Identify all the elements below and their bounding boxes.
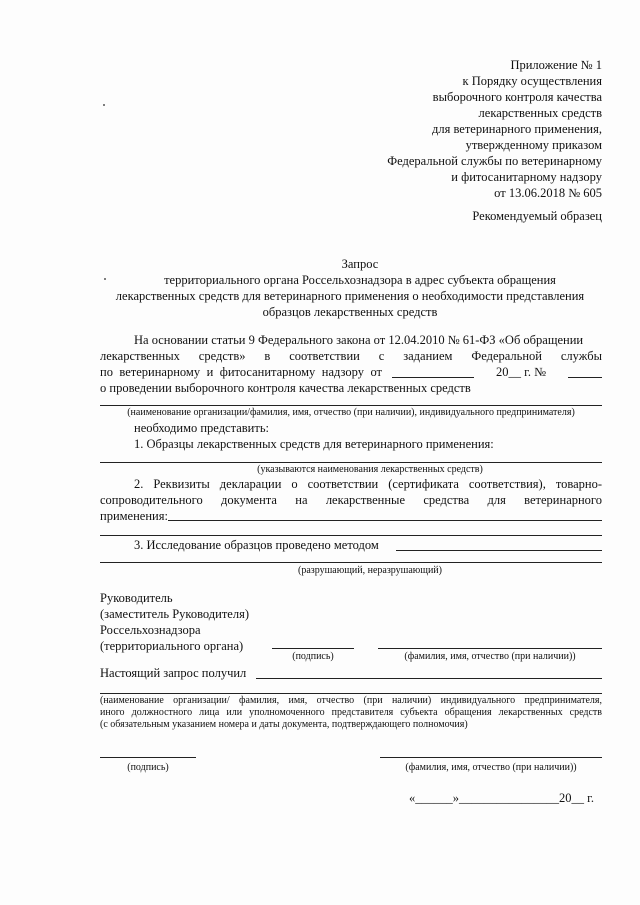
- appendix-line: Федеральной службы по ветеринарному: [387, 154, 602, 168]
- received-field-extra[interactable]: [100, 693, 602, 694]
- basis-number-field[interactable]: [568, 377, 602, 378]
- item-3-field-extra[interactable]: [100, 562, 602, 563]
- sample-label: Рекомендуемый образец: [472, 209, 602, 223]
- basis-line-4: о проведении выборочного контроля качества лекарственных средств: [100, 381, 471, 395]
- received-label: Настоящий запрос получил: [100, 666, 247, 680]
- head-name-field[interactable]: [378, 648, 602, 649]
- title-line: территориального органа Россельхознадзора в адрес субъекта обращения: [164, 273, 556, 287]
- appendix-block: [282, 57, 602, 201]
- head-line: Руководитель: [100, 591, 173, 605]
- appendix-line: выборочного контроля качества: [432, 90, 602, 104]
- head-line: (территориального органа): [100, 639, 244, 653]
- head-signature-field[interactable]: [272, 648, 354, 649]
- item-1-text: 1. Образцы лекарственных средств для ветеринарного применения:: [134, 437, 494, 451]
- appendix-line: от 13.06.2018 № 605: [494, 186, 602, 200]
- scan-speck: [104, 278, 106, 280]
- basis-line-1: На основании статьи 9 Федерального закона от 12.04.2010 № 61-ФЗ «Об обращении: [134, 333, 584, 347]
- head-name-caption: (фамилия, имя, отчество (при наличии)): [404, 651, 576, 662]
- item-3-text: 3. Исследование образцов проведено методом: [134, 538, 379, 552]
- item-2-line-3: применения:: [100, 509, 168, 523]
- title-word: Запрос: [341, 257, 379, 271]
- appendix-line: к Порядку осуществления: [462, 74, 602, 88]
- appendix-line: для ветеринарного применения,: [432, 122, 602, 136]
- title-line: образцов лекарственных средств: [262, 305, 438, 319]
- basis-line-3b: 20__ г. №: [496, 365, 547, 379]
- head-block: [100, 590, 249, 654]
- org-name-field[interactable]: [100, 405, 602, 406]
- org-caption: (наименование организации/фамилия, имя, отчество (при наличии), индивидуального предпринимателя): [127, 407, 575, 418]
- bottom-name-caption: (фамилия, имя, отчество (при наличии)): [405, 762, 577, 773]
- head-signature-caption: (подпись): [292, 651, 334, 662]
- appendix-line: и фитосанитарному надзору: [451, 170, 602, 184]
- received-caption-line: иного должностного лица или уполномоченного представителя субъекта обращения лекарственных средств: [100, 707, 602, 718]
- item-2-line-1: 2. Реквизиты декларации о соответствии (сертификата соответствия), товарно-: [134, 477, 602, 491]
- item-2-field-extra[interactable]: [100, 535, 602, 536]
- received-caption-line: (наименование организации/ фамилия, имя, отчество (при наличии) индивидуального предпринимателя,: [100, 695, 602, 706]
- basis-line-2: лекарственных средств» в соответствии с заданием Федеральной службы: [100, 349, 602, 363]
- received-field[interactable]: [256, 678, 602, 679]
- item-2-field[interactable]: [168, 520, 602, 521]
- head-line: (заместитель Руководителя): [100, 607, 249, 621]
- head-line: Россельхознадзора: [100, 623, 201, 637]
- item-3-field[interactable]: [396, 550, 602, 551]
- bottom-name-field[interactable]: [380, 757, 602, 758]
- required-label: необходимо представить:: [134, 421, 269, 435]
- basis-date-field[interactable]: [392, 377, 474, 378]
- bottom-signature-field[interactable]: [100, 757, 196, 758]
- item-1-caption: (указываются наименования лекарственных средств): [257, 464, 483, 475]
- scan-speck: [103, 104, 105, 106]
- title-line: лекарственных средств для ветеринарного применения о необходимости представления: [115, 289, 585, 303]
- item-3-caption: (разрушающий, неразрушающий): [298, 565, 442, 576]
- received-caption-line: (с обязательным указанием номера и даты документа, подтверждающего полномочия): [100, 719, 468, 730]
- item-1-field[interactable]: [100, 462, 602, 463]
- item-2-line-2: сопроводительного документа на лекарственные средства для ветеринарного: [100, 493, 602, 507]
- appendix-line: Приложение № 1: [510, 58, 602, 72]
- bottom-signature-caption: (подпись): [127, 762, 169, 773]
- received-caption: [100, 695, 602, 731]
- appendix-line: лекарственных средств: [478, 106, 602, 120]
- basis-line-3a: по ветеринарному и фитосанитарному надзору от: [100, 365, 382, 379]
- bottom-date-line[interactable]: «______»________________20__ г.: [409, 791, 594, 805]
- appendix-line: утвержденному приказом: [465, 138, 602, 152]
